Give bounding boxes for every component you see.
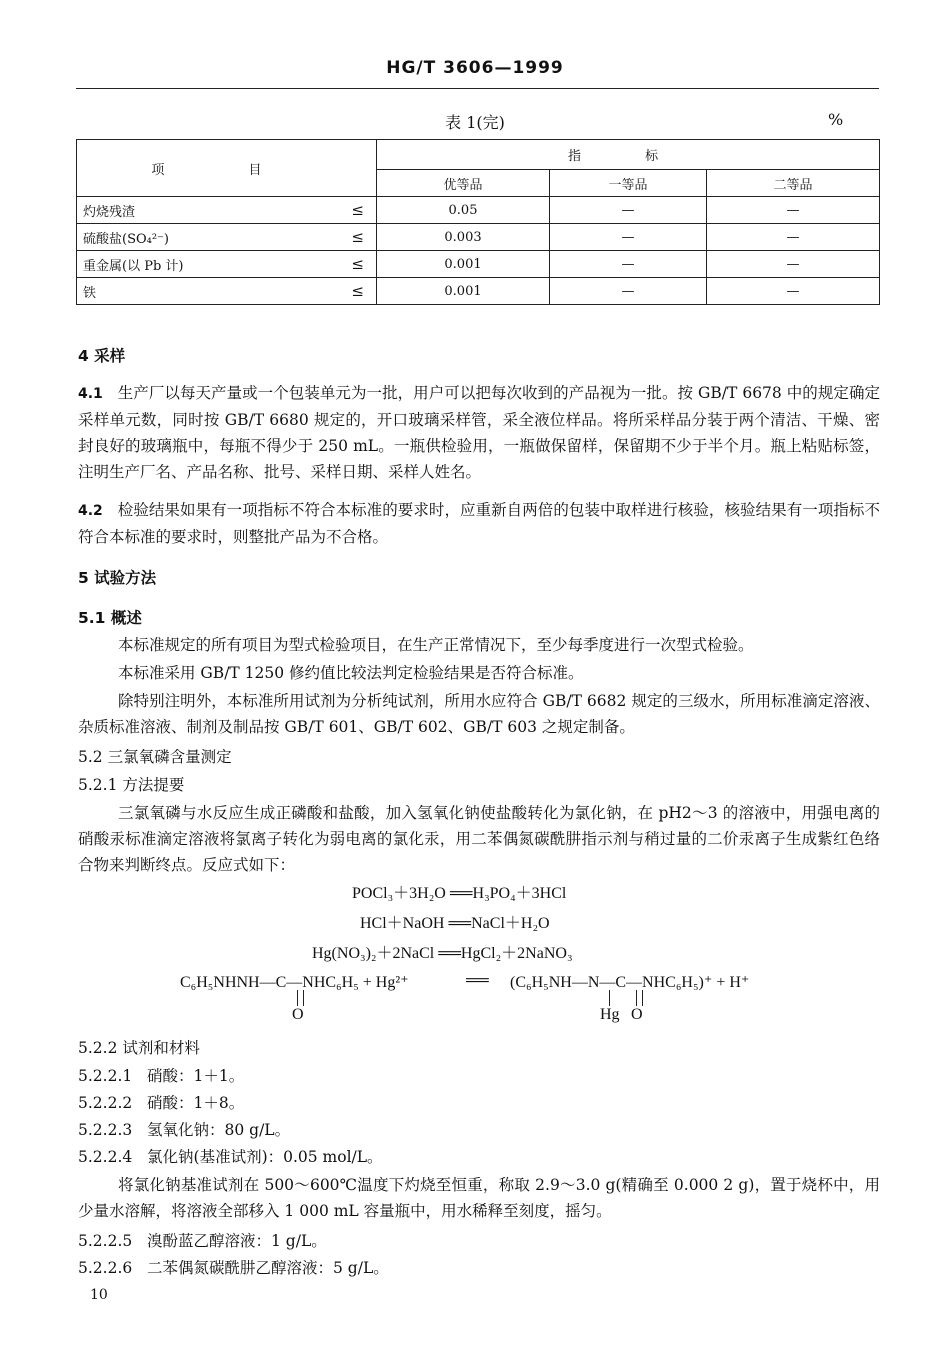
col-item-header: 项 目 [77,140,377,197]
item-number: 5.2.2.3 [78,1121,133,1139]
table-row [77,251,880,278]
item-number: 5.2.2.1 [78,1067,133,1085]
header-rule [76,88,879,89]
para-5-1-2: 本标准采用 GB/T 1250 修约值比较法判定检验结果是否符合标准。 [118,664,584,682]
para-text: 生产厂以每天产量或一个包装单元为一批，用户可以把每次收到的产品视为一批。按 GB/T 6678 中的规定确定采样单元数，同时按 GB/T 6680 规定的，开口玻璃采样管，采全液位样品。将所采样品分装于两个清洁、干燥、密封良好的玻璃瓶中，每瓶不得少于 250 mL。一瓶供检验用，一瓶做保留样，保留期不少于半个月。瓶上粘贴标签，注明生产厂名、产品名称、批号、采样日期、采样人姓名。 [78,384,880,481]
table-cell: 0.05 [377,197,550,224]
para-5-2-1: 三氯氧磷与水反应生成正磷酸和盐酸，加入氢氧化钠使盐酸转化为氯化钠，在 pH2～3 的溶液中，用强电离的硝酸汞标准滴定溶液将氯离子转化为弱电离的氯化汞，用二苯偶氮碳酰肼指示剂与稍过量的二价汞离子生成紫红色络合物来判断终点。反应式如下： [78,804,880,874]
equation-2: HCl＋NaOH ══NaCl＋H₂O [360,915,550,932]
item-text: 硝酸：1＋8。 [147,1094,245,1112]
reagent-item [78,1228,327,1254]
equation-1: POCl₃＋3H₂O ══H₃PO₄＋3HCl [352,885,567,902]
table-row [77,197,880,224]
para-text: 检验结果如果有一项指标不符合本标准的要求时，应重新自两倍的包装中取样进行核验，核验结果有一项指标不符合本标准的要求时，则整批产品为不合格。 [78,501,880,546]
section-5-1-title: 5.1 概述 [78,609,142,627]
equation-4-right: (C₆H₅NH—N—C—NHC₆H₅)⁺ + H⁺ [510,974,750,991]
table-cell: — [550,224,707,251]
reagent-item [78,1090,244,1116]
row-item: 重金属(以 Pb 计) [83,258,184,274]
table-cell: — [707,197,880,224]
para-nacl-prep: 将氯化钠基准试剂在 500～600℃温度下灼烧至恒重，称取 2.9～3.0 g(精确至 0.000 2 g)，置于烧杯中，用少量水溶解，将溶液全部移入 1 000 mL 容量瓶中，用水稀释至刻度，摇匀。 [78,1176,880,1220]
section-5-title: 5 试验方法 [78,569,157,587]
equation-4-oxygen: O [631,1006,643,1023]
item-number: 5.2.2.2 [78,1094,133,1112]
grade-header: 一等品 [550,170,707,197]
spec-table [76,139,880,305]
table-cell: 0.001 [377,251,550,278]
para-number: 4.1 [78,386,103,402]
row-item: 灼烧残渣 [83,204,136,220]
row-item: 铁 [83,285,97,301]
col-indicator-header: 指 标 [377,140,880,170]
reagent-item [78,1117,290,1143]
item-text: 二苯偶氮碳酰肼乙醇溶液：5 g/L。 [147,1259,389,1277]
section-5-2-title: 5.2 三氯氧磷含量测定 [78,748,232,766]
table-cell: — [550,278,707,305]
table-cell: — [707,224,880,251]
table-cell: 0.003 [377,224,550,251]
table-cell: 0.001 [377,278,550,305]
leq-sign: ≤ [351,254,364,273]
leq-sign: ≤ [351,281,364,300]
table-caption: 表 1(完) [445,113,505,132]
reagent-item [78,1255,389,1281]
para-5-1-3: 除特别注明外，本标准所用试剂为分析纯试剂，所用水应符合 GB/T 6682 规定的三级水，所用标准滴定溶液、杂质标准溶液、制剂及制品按 GB/T 601、GB/T 602、GB/T 603 之规定制备。 [78,692,880,736]
reagent-item [78,1063,244,1089]
equation-3: Hg(NO₃)₂＋2NaCl ══HgCl₂＋2NaNO₃ [312,945,573,962]
item-number: 5.2.2.6 [78,1259,133,1277]
table-row [77,278,880,305]
leq-sign: ≤ [351,227,364,246]
item-text: 溴酚蓝乙醇溶液：1 g/L。 [147,1232,327,1250]
table-cell: — [707,251,880,278]
page-number: 10 [90,1287,108,1303]
equation-4-left: C₆H₅NHNH—C—NHC₆H₅ + Hg²⁺ [180,974,409,991]
table-cell: — [550,251,707,278]
table-cell: — [550,197,707,224]
table-header-row [77,140,880,170]
grade-header: 二等品 [707,170,880,197]
leq-sign: ≤ [351,200,364,219]
section-5-2-1-title: 5.2.1 方法提要 [78,776,185,794]
section-5-2-2-title: 5.2.2 试剂和材料 [78,1039,200,1057]
equation-4-oxygen: O [292,1006,304,1023]
equation-4-mercury: Hg [600,1006,620,1023]
item-text: 氢氧化钠：80 g/L。 [147,1121,291,1139]
table-row [77,224,880,251]
para-5-1-1: 本标准规定的所有项目为型式检验项目，在生产正常情况下，至少每季度进行一次型式检验。 [118,636,754,654]
section-4-title: 4 采样 [78,347,126,365]
item-number: 5.2.2.5 [78,1232,133,1250]
para-number: 4.2 [78,503,103,519]
row-item: 硫酸盐(SO₄²⁻) [83,231,169,247]
item-text: 硝酸：1＋1。 [147,1067,245,1085]
item-number: 5.2.2.4 [78,1148,133,1166]
double-bond-mark [636,990,643,1006]
table-unit: % [828,110,844,129]
double-bond-mark [297,990,304,1006]
equation-4-arrow: ══ [466,972,489,989]
reagent-item [78,1144,383,1170]
para-4-1 [78,380,880,485]
table-cell: — [707,278,880,305]
para-4-2 [78,497,880,550]
standard-number: HG/T 3606—1999 [386,58,564,78]
single-bond-mark [609,990,610,1006]
grade-header: 优等品 [377,170,550,197]
item-text: 氯化钠(基准试剂)：0.05 mol/L。 [147,1148,383,1166]
